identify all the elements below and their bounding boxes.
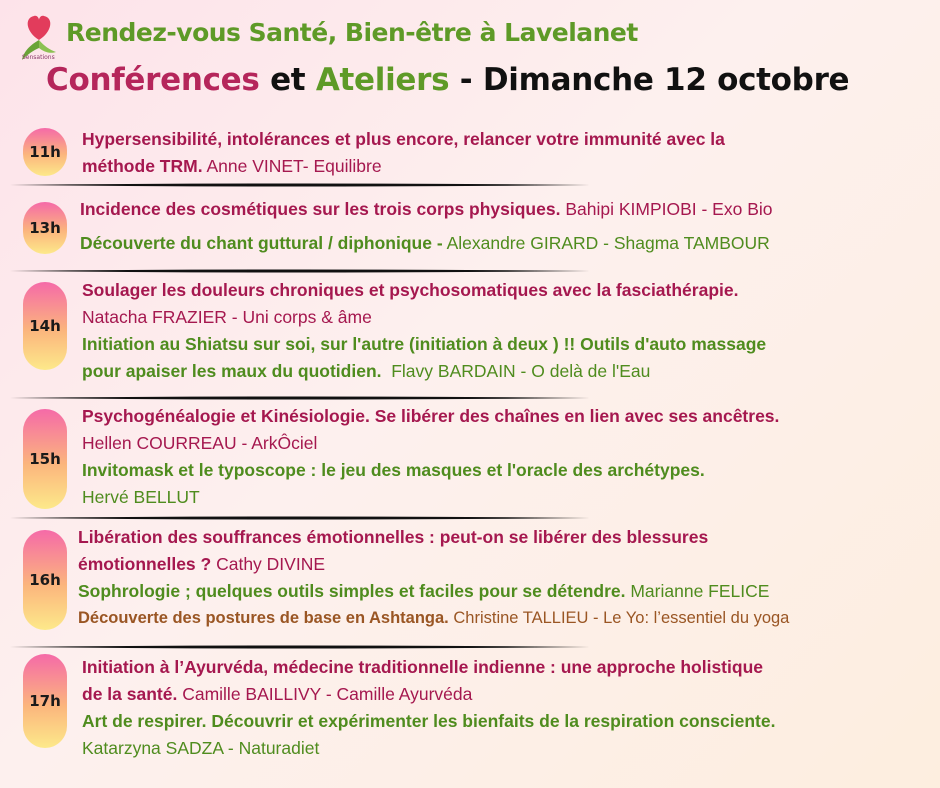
event-title: Rendez-vous Santé, Bien-être à Lavelanet <box>66 18 638 47</box>
talk-list <box>80 196 926 257</box>
talk-line: Hypersensibilité, intolérances et plus encore, relancer votre immunité avec la <box>82 129 725 149</box>
talk-line: Sophrologie ; quelques outils simples et faciles pour se détendre. Marianne FELICE <box>78 581 770 601</box>
talk-line: de la santé. Camille BAILLIVY - Camille Ayurvéda <box>82 684 473 704</box>
subtitle-et: et <box>270 62 306 98</box>
page-subtitle <box>46 62 849 98</box>
time-pill: 13h <box>23 202 67 254</box>
talk-line: émotionnelles ? Cathy DIVINE <box>78 554 326 574</box>
logo-text: Sensations <box>22 54 55 61</box>
divider <box>10 183 590 187</box>
subtitle-date: - Dimanche 12 octobre <box>459 62 850 98</box>
talk-list <box>82 277 926 385</box>
subtitle-conferences: Conférences <box>46 62 260 98</box>
divider <box>10 516 590 520</box>
talk-line: Libération des souffrances émotionnelles : peut-on se libérer des blessures <box>78 527 709 547</box>
time-pill: 14h <box>23 282 67 370</box>
talk-line: Art de respirer. Découvrir et expérimenter les bienfaits de la respiration consciente. <box>82 711 776 731</box>
divider <box>10 645 590 649</box>
talk-list <box>82 403 926 511</box>
talk-line: Hervé BELLUT <box>82 487 200 507</box>
talk-line: Initiation au Shiatsu sur soi, sur l'autre (initiation à deux ) !! Outils d'auto massage <box>82 334 767 354</box>
talk-line: Initiation à l’Ayurvéda, médecine traditionnelle indienne : une approche holistique <box>82 657 763 677</box>
talk-list <box>78 524 926 632</box>
time-pill: 11h <box>23 128 67 176</box>
time-pill: 16h <box>23 530 67 630</box>
time-pill: 15h <box>23 409 67 509</box>
talk-line: pour apaiser les maux du quotidien. Flavy BARDAIN - O delà de l'Eau <box>82 361 651 381</box>
talk-list <box>82 654 926 762</box>
talk-line: Invitomask et le typoscope : le jeu des masques et l'oracle des archétypes. <box>82 460 705 480</box>
talk-line: Psychogénéalogie et Kinésiologie. Se libérer des chaînes en lien avec ses ancêtres. <box>82 406 780 426</box>
talk-line: Découverte des postures de base en Ashtanga. Christine TALLIEU - Le Yo: l’essentiel du yoga <box>78 609 790 627</box>
talk-line: Natacha FRAZIER - Uni corps & âme <box>82 307 372 327</box>
divider <box>10 396 590 400</box>
subtitle-ateliers: Ateliers <box>315 62 450 98</box>
divider <box>10 269 590 273</box>
talk-line: Incidence des cosmétiques sur les trois corps physiques. Bahipi KIMPIOBI - Exo Bio <box>80 199 773 219</box>
talk-line: Katarzyna SADZA - Naturadiet <box>82 738 320 758</box>
talk-line: Découverte du chant guttural / diphonique - Alexandre GIRARD - Shagma TAMBOUR <box>80 233 770 253</box>
time-pill: 17h <box>23 654 67 748</box>
talk-line: Hellen COURREAU - ArkÔciel <box>82 433 318 453</box>
talk-list <box>82 126 926 180</box>
talk-line: Soulager les douleurs chroniques et psychosomatiques avec la fasciathérapie. <box>82 280 739 300</box>
talk-line: méthode TRM. Anne VINET- Equilibre <box>82 156 382 176</box>
